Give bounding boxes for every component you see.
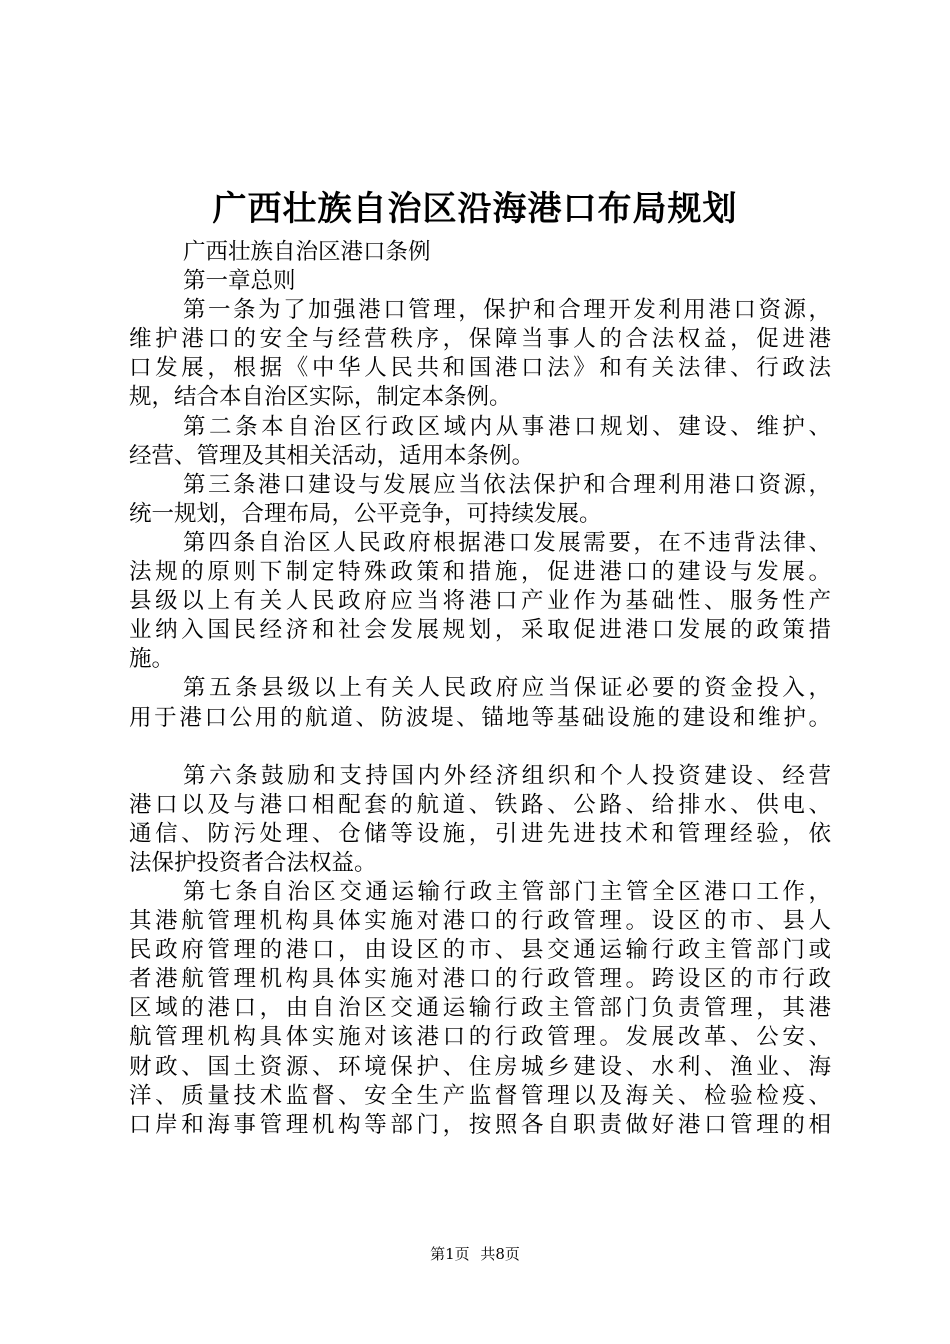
text-line: 法保护投资者合法权益。 [129, 849, 377, 876]
text-line: 第一条为了加强港口管理，保护和合理开发利用港口资源， [183, 297, 831, 324]
text-line: 第四条自治区人民政府根据港口发展需要，在不违背法律、 [183, 529, 831, 556]
text-line: 第一章总则 [183, 268, 296, 295]
text-line: 经营、管理及其相关活动，适用本条例。 [129, 442, 535, 469]
text-line: 区域的港口，由自治区交通运输行政主管部门负责管理，其港 [129, 995, 831, 1022]
text-line: 港口以及与港口相配套的航道、铁路、公路、给排水、供电、 [129, 791, 831, 818]
paragraph-gap [129, 733, 831, 762]
page-total: 共8页 [480, 1245, 520, 1263]
text-line: 第五条县级以上有关人民政府应当保证必要的资金投入， [183, 675, 831, 702]
document-title: 广西壮族自治区沿海港口布局规划 [212, 189, 738, 229]
text-line: 统一规划，合理布局，公平竞争，可持续发展。 [129, 500, 602, 527]
text-line: 洋、质量技术监督、安全生产监督管理以及海关、检验检疫、 [129, 1082, 831, 1109]
text-line: 业纳入国民经济和社会发展规划，采取促进港口发展的政策措 [129, 617, 831, 644]
text-line: 者港航管理机构具体实施对港口的行政管理。跨设区的市行政 [129, 966, 831, 993]
text-line: 法规的原则下制定特殊政策和措施，促进港口的建设与发展。 [129, 559, 831, 586]
text-line: 航管理机构具体实施对该港口的行政管理。发展改革、公安、 [129, 1024, 831, 1051]
text-line: 财政、国土资源、环境保护、住房城乡建设、水利、渔业、海 [129, 1053, 831, 1080]
text-line: 县级以上有关人民政府应当将港口产业作为基础性、服务性产 [129, 588, 831, 615]
text-line: 第二条本自治区行政区域内从事港口规划、建设、维护、 [183, 413, 831, 440]
text-line: 维护港口的安全与经营秩序，保障当事人的合法权益，促进港 [129, 326, 831, 353]
text-line: 第六条鼓励和支持国内外经济组织和个人投资建设、经营 [183, 762, 831, 789]
text-line: 口发展，根据《中华人民共和国港口法》和有关法律、行政法 [129, 355, 831, 382]
page-footer [0, 1244, 950, 1264]
text-line: 第七条自治区交通运输行政主管部门主管全区港口工作， [183, 878, 831, 905]
text-line: 其港航管理机构具体实施对港口的行政管理。设区的市、县人 [129, 908, 831, 935]
text-line: 通信、防污处理、仓储等设施，引进先进技术和管理经验，依 [129, 820, 831, 847]
page-number: 第1页 [430, 1245, 470, 1263]
text-line: 规，结合本自治区实际，制定本条例。 [129, 384, 512, 411]
text-line: 口岸和海事管理机构等部门，按照各自职责做好港口管理的相 [129, 1111, 831, 1138]
text-line: 广西壮族自治区港口条例 [183, 239, 431, 265]
text-line: 用于港口公用的航道、防波堤、锚地等基础设施的建设和维护。 [129, 704, 831, 731]
text-line: 第三条港口建设与发展应当依法保护和合理利用港口资源， [183, 471, 831, 498]
document-body [129, 238, 831, 1140]
text-line: 施。 [129, 646, 175, 673]
text-line: 民政府管理的港口，由设区的市、县交通运输行政主管部门或 [129, 937, 831, 964]
